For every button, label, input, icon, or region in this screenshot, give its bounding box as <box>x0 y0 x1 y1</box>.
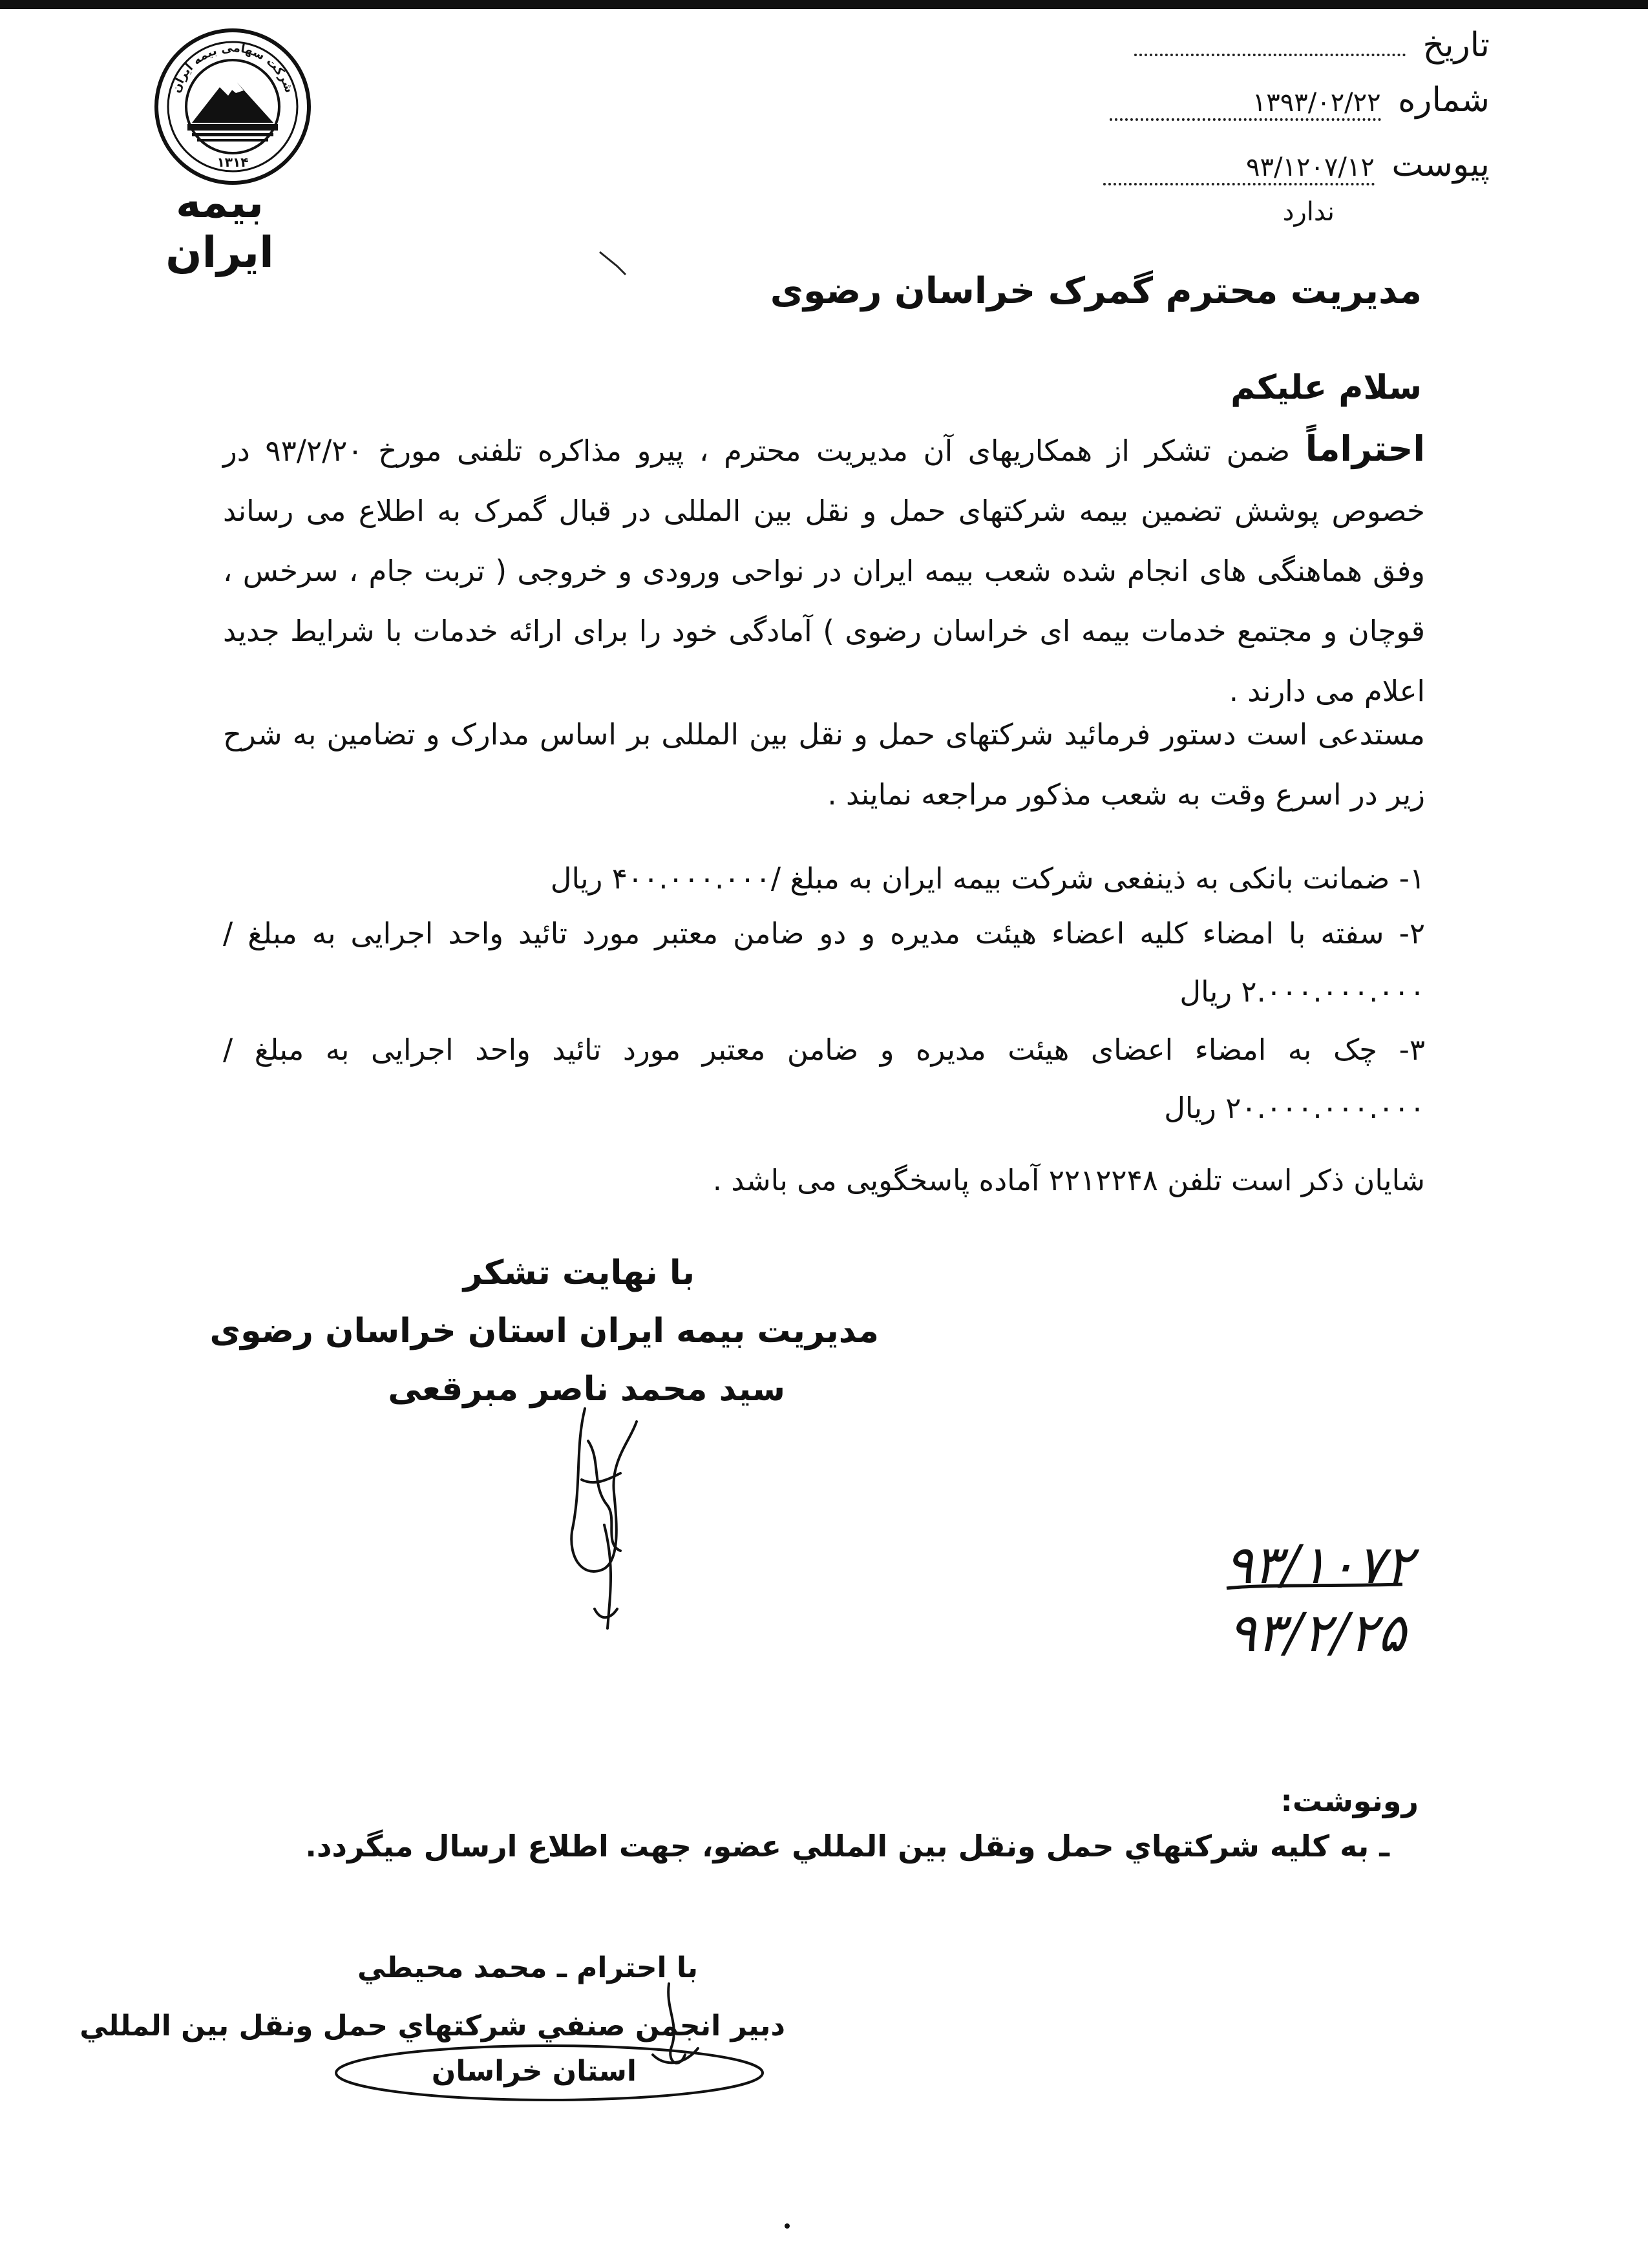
handwritten-date: ۹۳/۲/۲۵ <box>1228 1602 1406 1664</box>
second-signer-name: با احترام ـ محمد محيطي <box>357 1951 698 1984</box>
date-value <box>1134 52 1406 56</box>
attachment-note: ندارد <box>1282 197 1335 227</box>
attachment-row <box>1024 145 1490 197</box>
paragraph-1 <box>223 419 1425 721</box>
list-item: ۲- سفته با امضاء کلیه اعضاء هیئت مدیره و دو ضامن معتبر مورد تائید واحد اجرایی به مبلغ /۲.۰۰۰.۰۰۰.۰۰۰ ریال <box>223 916 1425 1009</box>
paragraph-1-text: ضمن تشکر از همکاریهای آن مدیریت محترم ، پیرو مذاکره تلفنی مورخ ۹۳/۲/۲۰ در خصوص پوشش تضمین بیمه شرکتهای حمل و نقل بین المللی در قبال گمرک به اطلاع می رساند وفق هماهنگی های انجام شده شعب بیمه ایران در نواحی ورودی و خروجی ( تربت جام ، سرخس ، قوچان و مجتمع خدمات بیمه ای خراسان رضوی ) آمادگی خود را برای ارائه خدمات با شرایط جدید اعلام می دارند . <box>223 434 1425 708</box>
seal-year: ۱۳۱۴ <box>217 154 249 170</box>
number-row <box>1024 81 1490 132</box>
list-item: ۱- ضمانت بانکی به ذینفعی شرکت بیمه ایران به مبلغ /۴۰۰.۰۰۰.۰۰۰ ریال <box>550 861 1425 896</box>
greeting: سلام علیکم <box>1231 368 1422 407</box>
closing-thanks: با نهایت تشکر <box>463 1254 695 1292</box>
second-signer-title: دبير انجمن صنفي شركتهاي حمل ونقل بين المللي <box>79 2010 785 2042</box>
addressee: مدیریت محترم گمرک خراسان رضوی <box>770 270 1422 312</box>
scan-top-border <box>0 0 1648 9</box>
closing-department: مدیریت بیمه ایران استان خراسان رضوی <box>209 1312 879 1350</box>
number-value: ۱۳۹۳/۰۲/۲۲ <box>1110 89 1381 121</box>
date-label: تاریخ <box>1422 26 1490 65</box>
signature-mark <box>571 1409 637 1628</box>
paragraph-1-lead: احتراماً <box>1305 428 1425 469</box>
date-row <box>1024 26 1490 78</box>
second-signer-province: استان خراسان <box>431 2055 637 2088</box>
bimeh-iran-seal-icon <box>152 26 313 187</box>
attachment-value: ۹۳/۱۲۰۷/۱۲ <box>1103 153 1375 185</box>
brand-name: بیمه ایران <box>165 178 274 277</box>
number-label: شماره <box>1398 81 1490 120</box>
seal-text: شرکت سهامی بیمه ایران <box>169 41 297 95</box>
handwritten-number: ۹۳/۱۰۷۲ <box>1225 1535 1413 1596</box>
attachment-label: پیوست <box>1391 145 1490 184</box>
scan-mark <box>600 252 626 275</box>
list-item: ۳- چک به امضاء اعضای هیئت مدیره و ضامن معتبر مورد تائید واحد اجرایی به مبلغ /۲۰.۰۰۰.۰۰۰.۰۰۰ ریال <box>223 1033 1425 1125</box>
scan-dot <box>785 2223 790 2229</box>
phone-note: شایان ذکر است تلفن ۲۲۱۲۲۴۸ آماده پاسخگویی می باشد . <box>712 1163 1425 1197</box>
cc-text: ـ به كليه شركتهاي حمل ونقل بين المللي عضو، جهت اطلاع ارسال ميگردد. <box>305 1829 1389 1864</box>
cc-title: رونوشت: <box>1280 1783 1419 1818</box>
paragraph-2: مستدعی است دستور فرمائید شرکتهای حمل و نقل بین المللی بر اساس مدارک و تضامین به شرح زیر در اسرع وقت به شعب مذکور مراجعه نمایند . <box>223 717 1425 812</box>
closing-signer-name: سید محمد ناصر مبرقعی <box>388 1370 785 1409</box>
